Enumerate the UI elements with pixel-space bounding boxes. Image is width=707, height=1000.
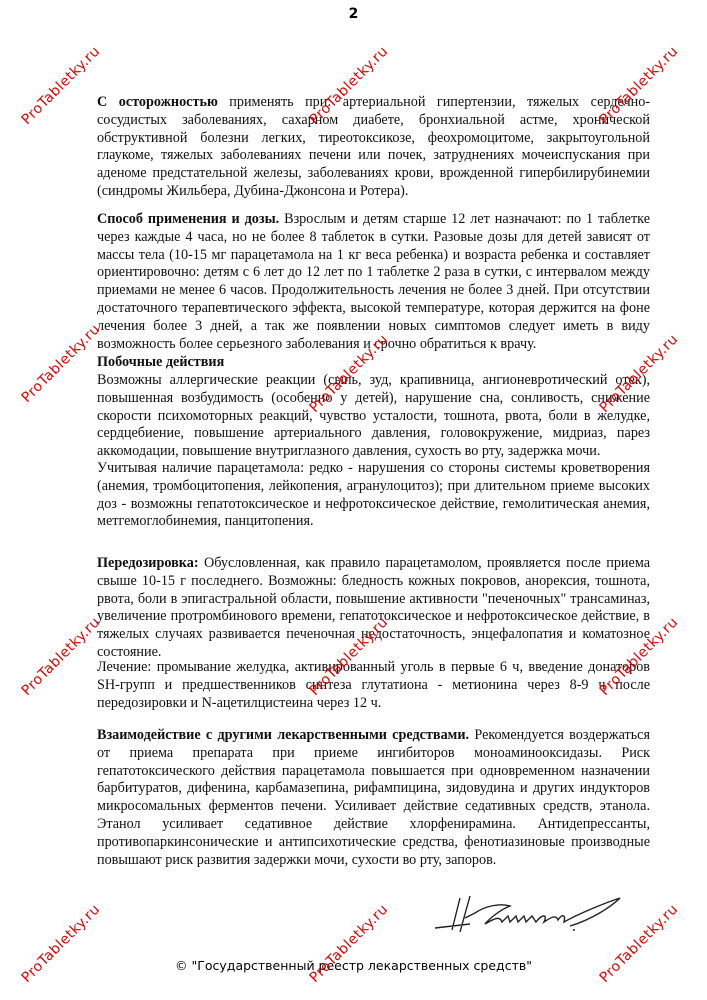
overdose-text: Обусловленная, как правило парацетамолом, проявляется после приема свыше 10-15 г последнего. Возможны: бледность кожных покровов, анорексия, тошнота, рвота, боли в эпигастральной области, повышение активности "печеночных" трансаминаз, увеличение протромбинового времени, гепатотоксическое и нефротоксическое действие, в тяжелых случаях развивается печеночная недостаточность, энцефалопатия и коматозное состояние. — [97, 555, 650, 660]
caution-text: применять при: артериальной гипертензии, тяжелых сердечно-сосудистых заболеваниях, сахарном диабете, бронхиальной астме, хронической обструктивной болезни легких, тиреотоксикозе, феохромоцитоме, закрытоугольной глаукоме, тяжелых заболеваниях печени или почек, затруднениях мочеиспускания при аденоме предстательной железы, заболеваниях крови, врожденной гипербилирубинемии (синдромы Жильбера, Дубина-Джонсона и Ротера). — [97, 94, 651, 199]
footer-copyright: © "Государственный реестр лекарственных средств" — [175, 958, 532, 973]
watermark: ProTabletky.ru — [18, 43, 104, 128]
side-effects-title: Побочные действия — [97, 354, 225, 370]
side-effects-text-2: Учитывая наличие парацетамола: редко - нарушения со стороны системы кроветворения (анемия, тромбоцитопения, лейкопения, агранулоцитоз); при длительном приеме высоких доз - возможны гепатотоксическое и нефротоксическое действие, гемолитическая анемия, метгемоглобинемия, панцитопения. — [97, 460, 650, 530]
signature-image — [430, 888, 630, 938]
watermark: ProTabletky.ru — [306, 614, 392, 699]
overdose-treatment: Лечение: промывание желудка, активированный уголь в первые 6 ч, введение донаторов SH-групп и предшественников синтеза глутатиона - метионина через 8-9 ч после передозировки и N-ацетилцистеина через 12 ч. — [97, 659, 650, 711]
overdose-section — [97, 555, 650, 662]
watermark: ProTabletky.ru — [18, 614, 104, 699]
watermark: ProTabletky.ru — [306, 331, 392, 416]
watermark: ProTabletky.ru — [596, 614, 682, 699]
watermark: ProTabletky.ru — [596, 901, 682, 986]
overdose-title: Передозировка: — [97, 555, 199, 571]
watermark: ProTabletky.ru — [306, 43, 392, 128]
watermark: ProTabletky.ru — [306, 901, 392, 986]
dosage-text: Взрослым и детям старше 12 лет назначают: по 1 таблетке через каждые 4 часа, но не более 8 таблеток в сутки. Разовые дозы для детей зависят от массы тела (10-15 мг парацетамола на 1 кг веса ребенка) и возраста ребенка и составляет ориентировочно: детям с 6 лет до 12 лет по 1 таблетке 2 раза в сутки, с интервалом между приемами не менее 6 часов. Продолжительность лечения не более 3 дней. При отсутствии достаточного терапевтического эффекта, высокой температуре, которая держится на фоне лечения более 3 дней, а так же появлении новых симптомов следует иметь в виду возможность более серьезного заболевания и срочно обратиться к врачу. — [97, 211, 650, 352]
page-number: 2 — [348, 6, 359, 22]
side-effects-text: Возможны аллергические реакции (сыпь, зуд, крапивница, ангионевротический отек), повышенная возбудимость (особенно у детей), нарушение сна, сонливость, снижение скорости психомоторных реакций, чувство усталости, тошнота, рвота, боли в желудке, сердцебиение, повышение артериального давления, головокружение, мидриаз, парез аккомодации, повышение внутриглазного давления, сухость во рту, задержка мочи. — [97, 372, 650, 460]
dosage-section — [97, 211, 650, 353]
interactions-text: Рекомендуется воздержаться от приема препарата при приеме ингибиторов моноаминооксидазы. Риск гепатотоксического действия парацетамола повышается при одновременном назначении барбитуратов, дифенина, карбамазепина, рифампицина, зидовудина и других индукторов микросомальных ферментов печени. Усиливает действие седативных средств, этанола. Этанол усиливает седативное действие хлорфенирамина. Антидепрессанты, противопаркинсонические и антипсихотические средства, фенотиазиновые производные повышают риск развития задержки мочи, сухости во рту, запоров. — [97, 727, 650, 868]
watermark: ProTabletky.ru — [596, 331, 682, 416]
caution-section — [97, 94, 650, 201]
watermark: ProTabletky.ru — [18, 321, 104, 406]
watermark: ProTabletky.ru — [18, 901, 104, 986]
watermark: ProTabletky.ru — [596, 43, 682, 128]
interactions-title: Взаимодействие с другими лекарственными средствами. — [97, 727, 470, 743]
dosage-title: Способ применения и дозы. — [97, 211, 280, 227]
caution-title: С осторожностью — [97, 94, 218, 110]
interactions-section — [97, 727, 650, 869]
